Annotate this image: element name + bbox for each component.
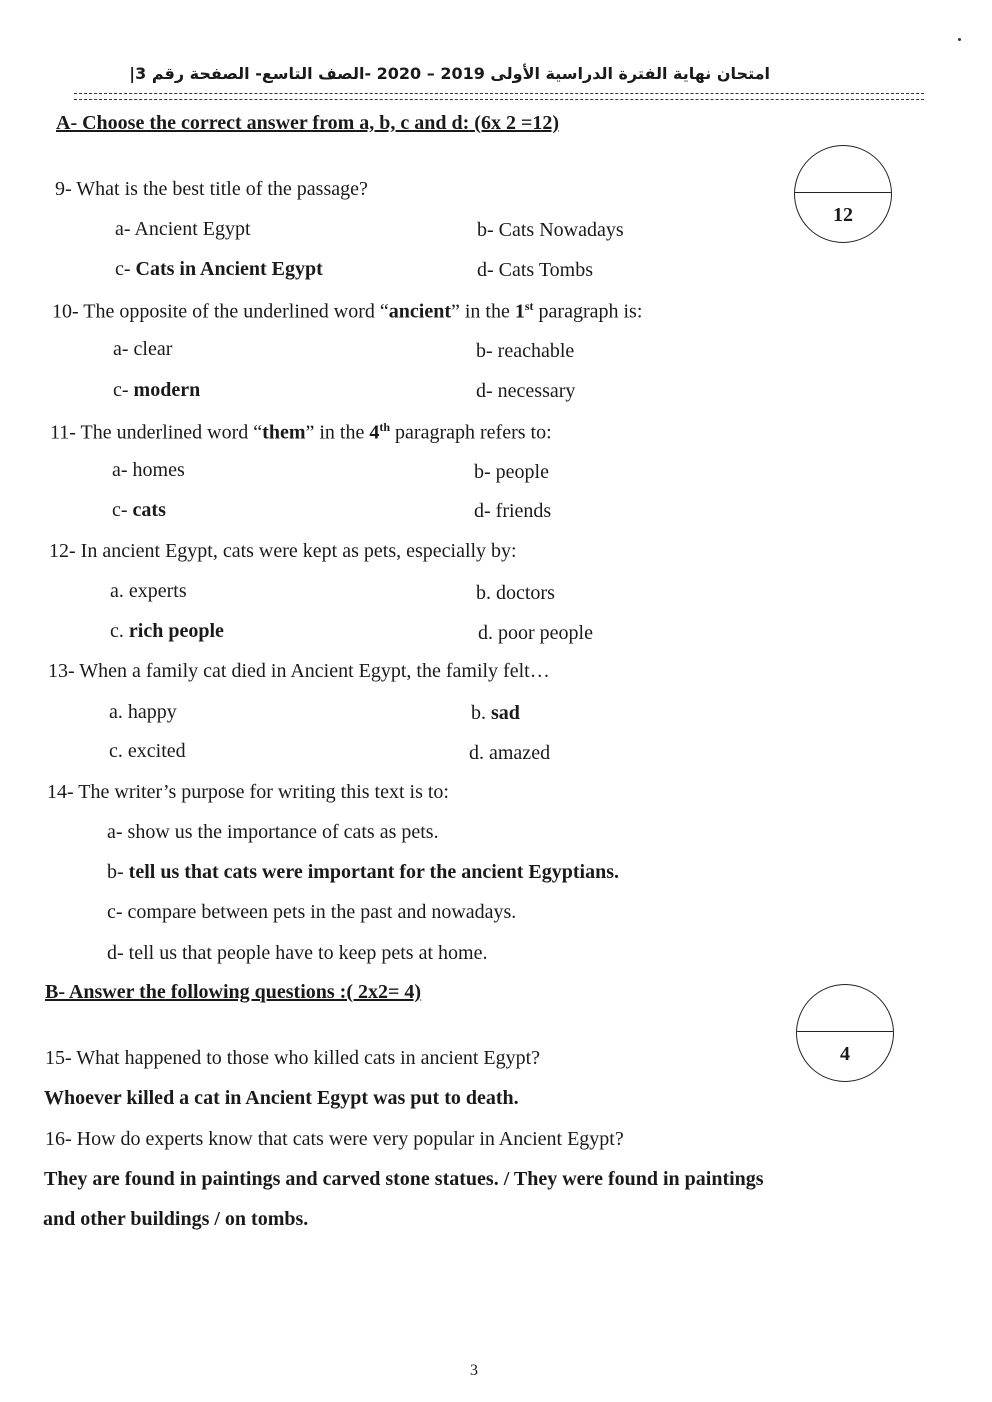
option-10d: d- necessary: [476, 380, 576, 402]
q10-sup: st: [524, 299, 534, 313]
option-9d: d- Cats Tombs: [477, 259, 594, 281]
q11-part2: ” in the: [305, 421, 370, 444]
option-11c-answer: cats: [132, 499, 166, 521]
section-a-heading: [56, 112, 559, 135]
option-12d: d. poor people: [478, 622, 593, 644]
option-13c: c. excited: [109, 740, 186, 762]
header-divider: [74, 99, 924, 100]
q10-part2: ” in the: [451, 300, 515, 323]
option-14c: c- compare between pets in the past and nowadays.: [107, 901, 517, 923]
question-14: 14- The writer’s purpose for writing this text is to:: [47, 781, 449, 803]
option-14d: d- tell us that people have to keep pets at home.: [107, 942, 488, 964]
option-9c-answer: Cats in Ancient Egypt: [135, 258, 323, 280]
q11-part3: paragraph refers to:: [390, 421, 552, 444]
q10-part3: paragraph is:: [533, 300, 643, 323]
section-a-marks: (6x 2 =12): [474, 112, 559, 134]
option-14b: [107, 861, 619, 884]
score-divider: [797, 1031, 893, 1032]
score-circle: [794, 145, 892, 243]
option-11b: b- people: [474, 461, 549, 483]
option-14b-prefix: b-: [107, 861, 124, 883]
question-16: 16- How do experts know that cats were very popular in Ancient Egypt?: [45, 1128, 624, 1150]
option-11d: d- friends: [474, 500, 552, 522]
option-9a: a- Ancient Egypt: [115, 218, 251, 240]
q11-num: 4: [369, 421, 380, 444]
option-10c: [113, 379, 200, 402]
option-9b: b- Cats Nowadays: [477, 219, 624, 241]
q11-part1: 11- The underlined word “: [50, 421, 263, 444]
option-12a: a. experts: [110, 580, 187, 602]
score-circle: [796, 984, 894, 1082]
option-10b: b- reachable: [476, 340, 575, 362]
option-9c: [115, 258, 323, 281]
option-11a: a- homes: [112, 459, 185, 481]
q10-num: 1: [514, 300, 525, 323]
score-divider: [795, 192, 891, 193]
option-11c: [112, 499, 166, 522]
option-9c-prefix: c-: [115, 258, 131, 280]
question-11: [50, 420, 552, 445]
option-12b: b. doctors: [476, 582, 555, 604]
header-divider: [74, 93, 924, 94]
question-12: 12- In ancient Egypt, cats were kept as pets, especially by:: [49, 540, 517, 562]
answer-16-line1: They are found in paintings and carved stone statues. / They were found in paintings: [44, 1168, 764, 1190]
option-14a: a- show us the importance of cats as pets.: [107, 821, 439, 843]
score-value: 12: [833, 204, 853, 226]
option-10a: a- clear: [113, 338, 173, 360]
question-13: 13- When a family cat died in Ancient Egypt, the family felt…: [48, 660, 550, 682]
q10-word: ancient: [388, 300, 451, 323]
option-12c-prefix: c.: [110, 620, 124, 642]
q11-sup: th: [379, 420, 391, 434]
option-14b-answer: tell us that cats were important for the ancient Egyptians.: [128, 861, 620, 883]
option-13b-answer: sad: [491, 702, 520, 724]
option-13a: a. happy: [109, 701, 177, 723]
score-value: 4: [840, 1043, 850, 1065]
option-12c: [110, 620, 224, 643]
question-10: [52, 299, 642, 324]
option-10c-prefix: c-: [113, 379, 129, 401]
option-10c-answer: modern: [133, 379, 201, 401]
page-header: امتحان نهاية الفترة الدراسية الأولى 2019 – 2020 -الصف التاسع- الصفحة رقم 3|: [129, 64, 770, 83]
q10-part1: 10- The opposite of the underlined word “: [52, 300, 389, 323]
answer-15: Whoever killed a cat in Ancient Egypt was put to death.: [44, 1087, 519, 1109]
option-13b: [471, 702, 520, 725]
q11-word: them: [262, 421, 306, 444]
option-13d: d. amazed: [469, 742, 551, 764]
question-15: 15- What happened to those who killed cats in ancient Egypt?: [45, 1047, 541, 1069]
question-9: 9- What is the best title of the passage?: [55, 178, 368, 200]
page-number: 3: [470, 1362, 478, 1379]
answer-16-line2: and other buildings / on tombs.: [43, 1208, 309, 1230]
section-b-heading: B- Answer the following questions :( 2x2= 4): [45, 981, 422, 1003]
section-a-title: A- Choose the correct answer from a, b, c and d:: [56, 112, 470, 134]
scan-dot: [958, 38, 961, 41]
option-12c-answer: rich people: [128, 620, 224, 642]
option-11c-prefix: c-: [112, 499, 128, 521]
option-13b-prefix: b.: [471, 702, 486, 724]
